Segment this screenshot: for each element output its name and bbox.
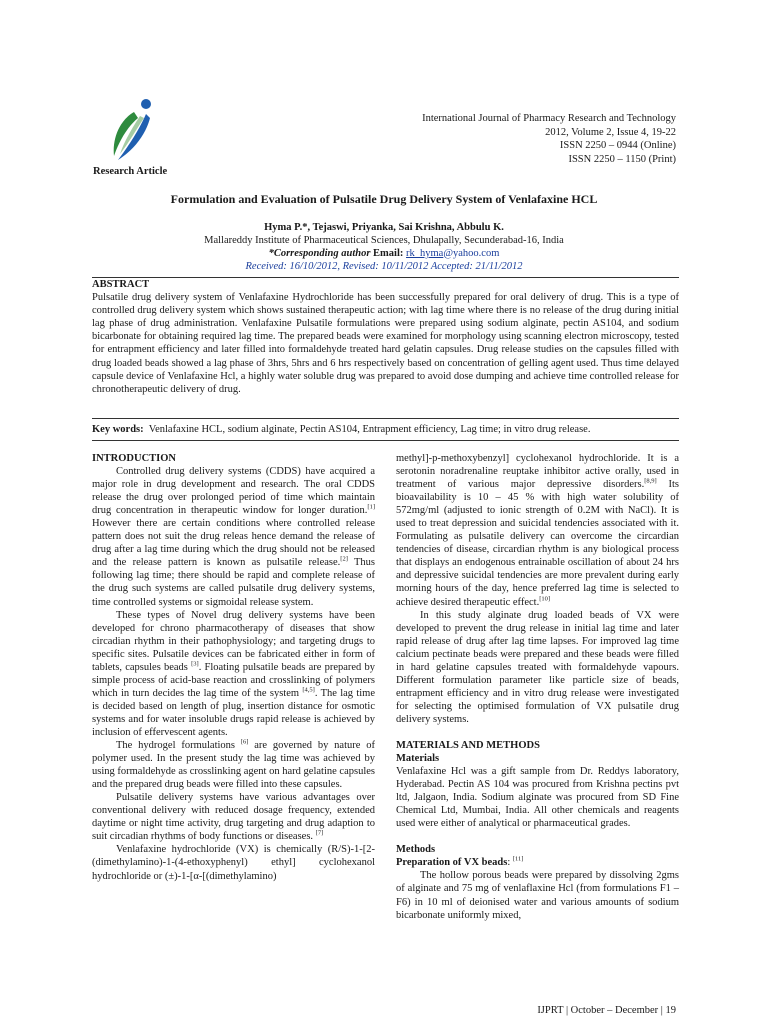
page-footer: IJPRT | October – December | 19 — [537, 1005, 676, 1016]
abstract-section — [92, 278, 679, 396]
materials-methods-heading: MATERIALS AND METHODS — [396, 739, 540, 751]
materials-heading: Materials — [396, 753, 440, 765]
intro-paragraph-5: Venlafaxine hydrochloride (VX) is chemically (R/S)-1-[2-(dimethylamino)-1-(4-ethoxyphenyl) ethyl] cyclohexanol hydrochloride or (±)-1-[α-[(dimethylamino) — [92, 844, 375, 882]
author-names: Hyma P.*, Tejaswi, Priyanka, Sai Krishna, Abbulu K. — [264, 222, 504, 233]
corresponding-label: *Corresponding author Email: — [268, 248, 404, 259]
journal-logo — [104, 98, 160, 166]
materials-text: Venlafaxine Hcl was a gift sample from Dr. Reddys laboratory, Hyderabad. Pectin AS 104 was procured from Krishna pectins pvt ltd, Jalgaon, India. Sodium alginate was procured from SD Fine Chemical Ltd, Mumbai, India. All other chemicals and reagents used were either of analytical or pharmaceutical grades. — [396, 766, 679, 830]
divider-keywords-top — [92, 418, 679, 419]
preparation-heading: Preparation of VX beads — [396, 857, 508, 869]
preparation-heading-line: Preparation of VX beads: [11] — [396, 855, 524, 869]
introduction-heading: INTRODUCTION — [92, 453, 177, 464]
citation: [7] — [315, 829, 324, 837]
right-paragraph-2: In this study alginate drug loaded beads of VX were developed to prevent the drug release in initial lag time and later rapid release of drug after lag time lapses. For improved lag time calcium pectinate beads were prepared and these beads were filled in hard gelatine capsules treated with formaldehyde vapours. Different formulation parameter like particle size of beads, entrapment efficiency and in vitro drug release were investigated for selecting the optimised formulation of VX pulsatile drug delivery systems. — [396, 609, 679, 725]
author-block — [0, 221, 768, 273]
methods-heading: Methods — [396, 844, 436, 856]
keywords-line — [92, 424, 679, 435]
citation: [1] — [367, 503, 375, 511]
journal-info — [422, 112, 676, 166]
abstract-heading: ABSTRACT — [92, 279, 150, 290]
intro-paragraph-1: Controlled drug delivery systems (CDDS) have acquired a major role in drug development and research. The oral CDDS release the drug over prolonged period of time which maintain drug concentration in therapeutic window for longer duration.[1] However there are certain conditions where controlled release pattern does not suit the drug releas hence demand the release of drug after a lag time during which the drug should not be released and the release pattern is known as pulsatile release.[2] Thus following lag time; there should be rapid and complete release of the drug such systems are called pulsatile drug delivery systems, time controlled systems or sigmoidal release system. — [92, 466, 375, 608]
left-column — [92, 452, 375, 883]
citation: [6] — [240, 738, 249, 746]
keywords-label: Key words: — [92, 424, 144, 435]
email-link[interactable]: rk_hyma@yahoo.com — [406, 248, 500, 259]
journal-name: International Journal of Pharmacy Research and Technology — [422, 113, 676, 124]
affiliation: Mallareddy Institute of Pharmaceutical Sciences, Dhulapally, Secunderabad-16, India — [204, 235, 564, 246]
right-paragraph-1: methyl]-p-methoxybenzyl] cyclohexanol hydrochloride. It is a serotonin noradrenaline reuptake inhibitor active orally, used in treatment of various major depressive disorders.[8,9] Its bioavailability is 10 – 45 % with high water solubility of 572mg/ml (adjusted to ionic strength of 0.2M with NaCl). It is used to treat depression and suicidal tendencies associated with it. Formulating as pulsatile delivery can overcome the circardian tendencies of disease, circardian rhythm is any biological process that displays an endogenous entrainable oscillation of about 24 hrs and depressive suicidal tendencies are more prevalent during early morning hours of the day, hence preferred lag time is selected to achieve desired therapeutic effect.[10] — [396, 453, 680, 608]
issn-print: ISSN 2250 – 1150 (Print) — [568, 153, 676, 165]
citation: [8,9] — [644, 477, 657, 485]
right-column — [396, 452, 679, 922]
divider-keywords-bottom — [92, 440, 679, 441]
citation: [11] — [512, 855, 524, 863]
journal-volume: 2012, Volume 2, Issue 4, 19-22 — [545, 126, 676, 138]
issn-online: ISSN 2250 – 0944 (Online) — [559, 140, 676, 151]
citation: [10] — [539, 595, 551, 603]
keywords-text: Venlafaxine HCL, sodium alginate, Pectin AS104, Entrapment efficiency, Lag time; in vitro drug release. — [148, 424, 591, 435]
intro-paragraph-3: The hydrogel formulations [6] are governed by nature of polymer used. In the present study the lag time was achieved by using formaldehyde as crosslinking agent on hard gelatine capsules and the prepared drug beads were filled into these capsules. — [92, 738, 375, 791]
citation: [4,5] — [302, 686, 315, 694]
logo-dot — [141, 99, 151, 109]
intro-paragraph-2: These types of Novel drug delivery systems have been developed for chrono pharmacotherapy of diseases that show circadian rhythm in their pathophysiology; and targeting drugs to specific sites. Pulsatile devices can be fabricated either in form of tablets, capsules beads [3]. Floating pulsatile beads are prepared by simple process of acid-base reaction and crosslinking of polymers which in turn decides the lag time of the system [4,5]. The lag time is decided based on length of plug, insertion distance for osmotic systems and for water insoluble drugs rapid release is achieved by inclusion of effervescent agents. — [92, 609, 375, 738]
corresponding-line — [0, 247, 768, 260]
received-dates: Received: 16/10/2012, Revised: 10/11/2012 Accepted: 21/11/2012 — [245, 261, 523, 272]
preparation-text: The hollow porous beads were prepared by dissolving 2gms of alginate and 75 mg of venlaflaxine Hcl (from formulations F1 – F6) in 10 ml of deionised water and various amounts of sodium bicarbonate uniformly mixed, — [396, 870, 679, 921]
citation: [3] — [191, 660, 199, 668]
abstract-text: Pulsatile drug delivery system of Venlafaxine Hydrochloride has been successfully prepared for oral delivery of drug. This is a type of controlled drug delivery system which shows sustained therapeutic action; with lag time where there is no release of the drug during initial lag phase of drug administration. Venlafaxine Pulsatile formulations were prepared using sodium alginate, pectin AS104, and sodium bicarbonate for obtaining required lag time. The prepared beads were examined for morphology using scanning electron microscopy, tested for entrapment efficiency and later filled into formaldehyde treated hard gelatin capsules. Drug release studies on the capsules filled with drug loaded beads showed a lag phase of 3hrs, 5hrs and 6 hrs respectively based on concentration of gelling agent used. Thus time delayed capsule device of Venlafaxine Hcl, a highly water soluble drug was prepared to avoid dose dumping and achieve time controlled release for chronotherapeutic delivery of drug. — [92, 292, 679, 395]
paper-title: Formulation and Evaluation of Pulsatile Drug Delivery System of Venlafaxine HCL — [170, 192, 598, 206]
intro-paragraph-4: Pulsatile delivery systems have various advantages over conventional delivery with reduced dosage frequency, extended daytime or night time activity, drug targeting and drug adaption to suit circadian rhythms of body functions or diseases. [7] — [92, 792, 375, 843]
citation: [2] — [340, 555, 348, 563]
article-type-label: Research Article — [93, 166, 168, 177]
